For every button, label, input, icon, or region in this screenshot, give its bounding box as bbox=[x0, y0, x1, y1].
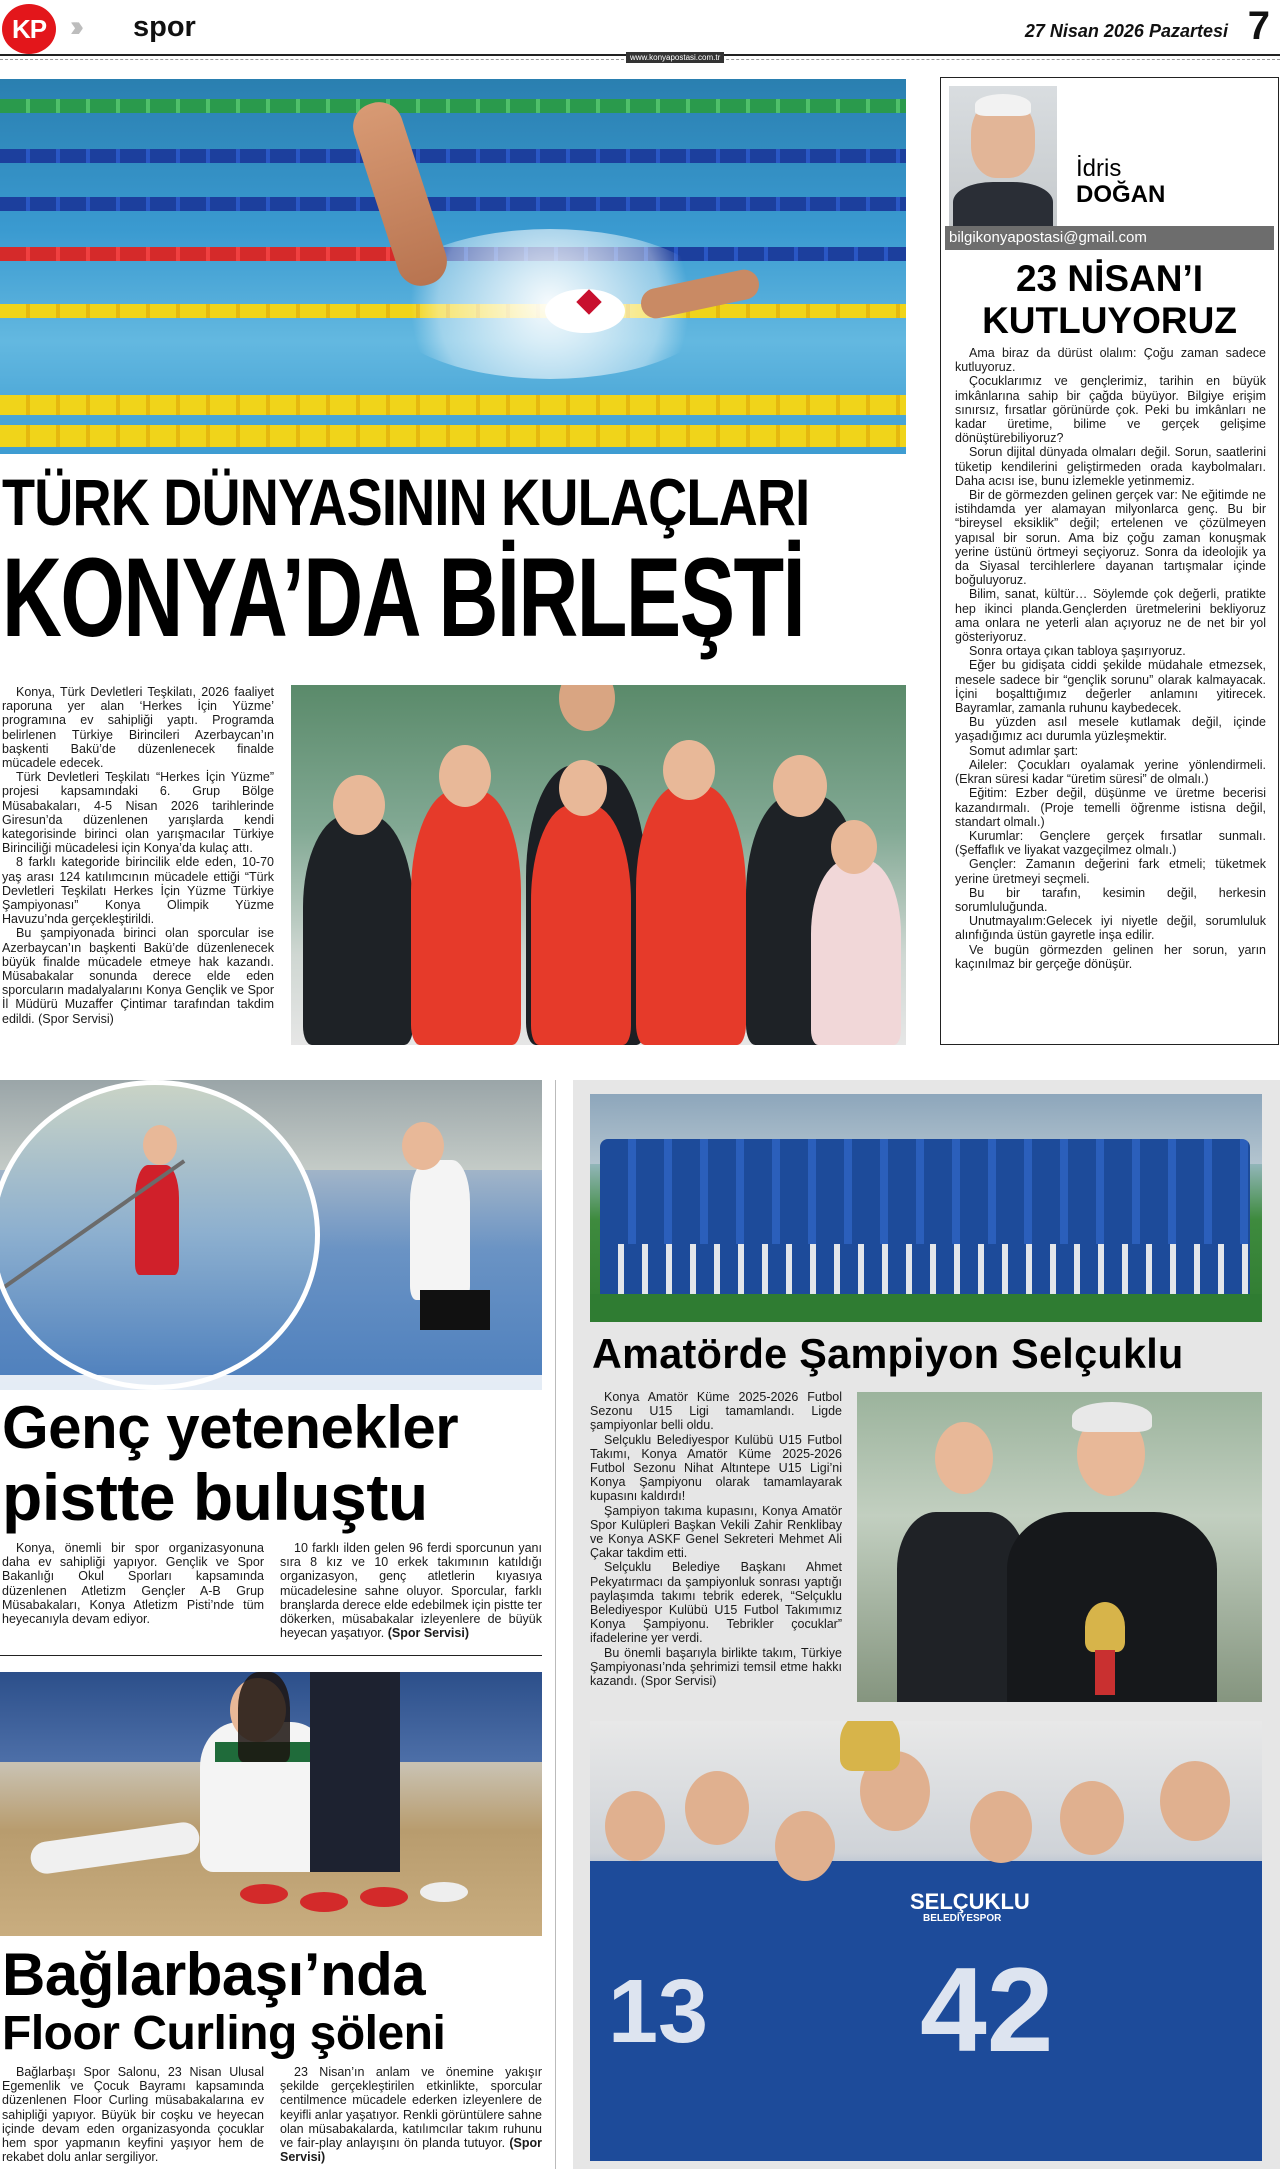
column-body bbox=[955, 346, 1266, 971]
curling-headline-line1: Bağlarbaşı’nda bbox=[2, 1941, 426, 2008]
athletics-body-right bbox=[280, 1541, 542, 1640]
paragraph: Konya, Türk Devletleri Teşkilatı, 2026 faaliyet raporuna yer alan ‘Herkes İçin Yüzme’ programına ev sahipliği yaptı. Programda belirlenen Türkiye Birincileri Azerbaycan’ın başkenti Bakü’de düzenlenecek finalde mücadele edecek. bbox=[2, 685, 274, 771]
paragraph: Bağlarbaşı Spor Salonu, 23 Nisan Ulusal Egemenlik ve Çocuk Bayramı kapsamında düzenlenen Floor Curling müsabakalarına ev sahipliği yapıyor. Büyük bir coşku ve heyecan içinde devam eden organizasyonda çocuklar hem spor yapmanın keyfini yaşıyor hem de rekabet dolu anlar sergiliyor. bbox=[2, 2065, 264, 2165]
newspaper-logo: KP bbox=[2, 4, 56, 54]
author-email[interactable]: bilgikonyapostasi@gmail.com bbox=[945, 226, 1274, 250]
paragraph: Aileler: Çocukları oyalamak yerine yönlendirmeli. (Ekran süresi kadar “üretim süresi” de olmalı.) bbox=[955, 757, 1266, 787]
athletics-headline-line1: Genç yetenekler bbox=[2, 1394, 459, 1461]
jersey-sponsor-sub: BELEDİYESPOR bbox=[923, 1913, 1002, 1924]
paragraph: Türk Devletleri Teşkilatı “Herkes İçin Yüzme” projesi kapsamındaki 6. Grup Bölge Müsabakaları, 4-5 Nisan 2026 tarihlerinde Giresun’da düzenlenen yarışlarda kendi kategorisinde birinci olan yarışmacılar Türkiye Birinciliği mücadelesi için Konya’da kulaç attı. bbox=[2, 770, 274, 856]
author-photo bbox=[949, 86, 1057, 226]
site-url: www.konyapostasi.com.tr bbox=[626, 52, 724, 63]
paragraph: Bu önemli başarıyla birlikte takım, Türkiye Şampiyonası’nda şehrimizi temsil etme hakkı kazandı. (Spor Servisi) bbox=[590, 1645, 842, 1689]
main-story-body bbox=[2, 685, 274, 1026]
curling-headline-line2: Floor Curling şöleni bbox=[2, 2007, 446, 2060]
celebration-photo bbox=[590, 1721, 1262, 2161]
paragraph: Kurumlar: Gençlere gerçek fırsatlar sunmalı. (Şeffaflık ve liyakat vazgeçilmez olmalı.) bbox=[955, 828, 1266, 858]
athletics-headline-line2: pistte buluştu bbox=[2, 1460, 428, 1534]
paragraph: Sonra ortaya çıkan tabloya şaşırıyoruz. bbox=[969, 644, 1186, 659]
curling-body-right bbox=[280, 2065, 542, 2164]
main-headline-line2: KONYA’DA BİRLEŞTİ bbox=[2, 535, 805, 660]
paragraph: Ve bugün görmezden gelinen her sorun, yarın kaçınılmaz bir gerçeğe dönüşür. bbox=[955, 942, 1266, 971]
football-body bbox=[590, 1390, 842, 1688]
paragraph: Eğitim: Ezber değil, düşünme ve üretme becerisi kazandırmalı. (Proje temelli öğrenme istisna değil, standart olmalı.) bbox=[955, 786, 1266, 829]
paragraph: Bu bir tarafın, kesimin değil, herkesin sorumluluğunda. bbox=[955, 885, 1266, 914]
paragraph: Bilim, sanat, kültür… Söylemde çok değerli, pratikte hep ikinci planda.Gençlerden üretmelerini bekliyoruz ama onlara ne yeterli alan açıyoruz ne de net bir yol gösteriyoruz. bbox=[955, 587, 1266, 645]
trophy-presentation-photo bbox=[857, 1392, 1262, 1702]
page-header bbox=[0, 0, 1280, 58]
jersey-number: 13 bbox=[608, 1962, 709, 2062]
author-first-name: İdris bbox=[1076, 155, 1122, 182]
paragraph: 8 farklı kategoride birincilik elde eden, 10-70 yaş arası 124 katılımcının mücadele ettiği “Türk Devletleri Teşkilatı Herkes İçin Yüzme Türkiye Şampiyonası” Konya Olimpik Yüzme Havuzu’nda gerçekleştirildi. bbox=[2, 855, 274, 927]
curling-body-left bbox=[2, 2065, 264, 2164]
paragraph: Konya, önemli bir spor organizasyonuna daha ev sahipliği yapıyor. Gençlik ve Spor Bakanlığı Okul Sporları kapsamında düzenlenen Atletizm Gençler A-B Grup Müsabakaları, Konya Atletizm Pisti’nde tüm heyecanıyla devam ediyor. bbox=[2, 1541, 264, 1627]
column-divider bbox=[555, 1080, 556, 2169]
swimming-photo bbox=[0, 79, 906, 454]
team-photo bbox=[590, 1094, 1262, 1322]
paragraph: Şampiyon takıma kupasını, Konya Amatör Spor Kulüpleri Başkan Vekili Zahir Renklibay ve Konya ASKF Genel Sekreteri Mehmet Ali Çakar takdim etti. bbox=[590, 1503, 842, 1561]
paragraph-text: 10 farklı ilden gelen 96 ferdi sporcunun yanı sıra 8 kız ve 10 erkek takımının katıldığı organizasyon, genç atletlerin kıyasıya mücadelesine sahne oluyor. Sporcular, farklı branşlarda derece elde edebilmek için pistte ter dökerken, müsabakalar izleyenlere de büyük heyecan yaşatıyor. bbox=[280, 1541, 542, 1641]
paragraph: Çocuklarımız ve gençlerimiz, tarihin en büyük imkânlarına sahip bir çağda büyüyor. Bilgiye erişim sınırsız, fırsatlar görünürde çok. Peki bu imkânları ne kadar üretime, bilime ve gerçek gelişime dönüştürebiliyoruz? bbox=[955, 374, 1266, 446]
athletics-photo bbox=[0, 1080, 542, 1390]
jersey-number: 42 bbox=[920, 1943, 1054, 2077]
paragraph: Selçuklu Belediye Başkanı Ahmet Pekyatırmacı da şampiyonluk sonrası yaptığı paylaşımda takımı tebrik ederek, “Selçuklu Belediyespor Kulübü U15 Futbol Takımımız Konya Şampiyonu. Tebrikler çocuklar” ifadelerine yer verdi. bbox=[590, 1560, 842, 1646]
paragraph-text: 23 Nisan’ın anlam ve önemine yakışır şekilde gerçekleştirilen etkinlikte, sporcular centilmence mücadele ederken izleyenlere de keyifli anlar yaşatıyor. Renkli görüntülere sahne olan müsabakalarda, katılımcılar takım ruhunu ve fair-play anlayışını ön planda tutuyor. bbox=[280, 2065, 542, 2151]
paragraph: Unutmayalım:Gelecek iyi niyetle değil, sorumluluk alınfığında üstün gayretle inşa edilir. bbox=[955, 914, 1266, 943]
paragraph: Bir de görmezden gelinen gerçek var: Ne eğitimde ne istihdamda yer alamayan milyonlarca genç. Bu bir “bireysel eksiklik” değil; ertelenen ve çözülmeyen yapısal bir sorun. Ama biz çoğu zaman konuşmak yerine üstünü örtmeyi seçiyoruz. Sonra da ideolojik ya da Siyasal tercihlerlere dayanan tartışmalar içinde boğuluyoruz. bbox=[955, 488, 1266, 588]
swimmers-group-photo bbox=[291, 685, 906, 1045]
paragraph: Bu yüzden asıl mesele kutlamak değil, içinde yaşadığımız acı durumla yüzleşmektir. bbox=[955, 715, 1266, 744]
paragraph: Sorun dijital dünyada olmaları değil. Sorun, saatlerini tüketip kendilerini geliştirmeden orada kaybolmaları. Daha acısı ise, bunu izlemekle yetinmemiz. bbox=[955, 445, 1266, 488]
issue-date: 27 Nisan 2026 Pazartesi bbox=[1024, 21, 1228, 41]
paragraph: Eğer bu gidişata ciddi şekilde müdahale etmezsek, mesele sadece bir “gençlik sorunu” olarak kalmayacak. İçini boşalttığımız değerler anlamını yitirecek. Bayramlar, zamanla ruhunu kaybedecek. bbox=[955, 658, 1266, 716]
paragraph: Bu şampiyonada birinci olan sporcular ise Azerbaycan’ın başkenti Bakü’de düzenlenecek büyük finalde mücadele etmeye hak kazandı. Müsabakalar sonunda derece elde eden sporcuların madalyalarını Konya Gençlik ve Spor İl Müdürü Muzaffer Çintimar tarafından takdim edildi. (Spor Servisi) bbox=[2, 926, 274, 1026]
chevron-right-icon: ››› bbox=[70, 10, 76, 43]
main-headline-line1: TÜRK DÜNYASININ KULAÇLARI bbox=[2, 465, 810, 539]
column-title-line1: 23 NİSAN’I bbox=[1015, 258, 1204, 299]
column-title-line2: KUTLUYORUZ bbox=[982, 300, 1237, 341]
credit: (Spor Servisi) bbox=[387, 1626, 469, 1641]
athletics-body-left bbox=[2, 1541, 264, 1626]
author-name bbox=[1076, 156, 1165, 208]
paragraph: Ama biraz da dürüst olalım: Çoğu zaman sadece kutluyoruz. bbox=[955, 346, 1266, 375]
paragraph: Selçuklu Belediyespor Kulübü U15 Futbol Takımı, Konya Amatör Küme 2025-2026 Futbol Sezonu Nihat Altıntepe U15 Ligi’ni Konya Şampiyonu olarak tamamlayarak kupasını kaldırdı! bbox=[590, 1432, 842, 1504]
paragraph: Somut adımlar şart: bbox=[969, 743, 1079, 758]
paragraph bbox=[280, 1541, 542, 1640]
floor-curling-photo bbox=[0, 1672, 542, 1936]
story-separator bbox=[0, 1655, 542, 1656]
column-title bbox=[945, 258, 1274, 342]
page-number: 7 bbox=[1247, 4, 1270, 48]
paragraph: Gençler: Zamanın değerini fark etmeli; tüketmek yerine üretmeyi seçmeli. bbox=[955, 857, 1266, 886]
author-last-name: DOĞAN bbox=[1076, 181, 1166, 208]
paragraph bbox=[280, 2065, 542, 2164]
opinion-column bbox=[940, 77, 1279, 1045]
credit: (Spor Servisi) bbox=[280, 2136, 542, 2165]
section-title: spor bbox=[133, 11, 196, 43]
jersey-sponsor-text: SELÇUKLU bbox=[910, 1889, 1030, 1914]
paragraph: Konya Amatör Küme 2025-2026 Futbol Sezonu U15 Ligi tamamlandı. Ligde şampiyonlar belli oldu. bbox=[590, 1390, 842, 1433]
football-headline: Amatörde Şampiyon Selçuklu bbox=[592, 1330, 1184, 1377]
